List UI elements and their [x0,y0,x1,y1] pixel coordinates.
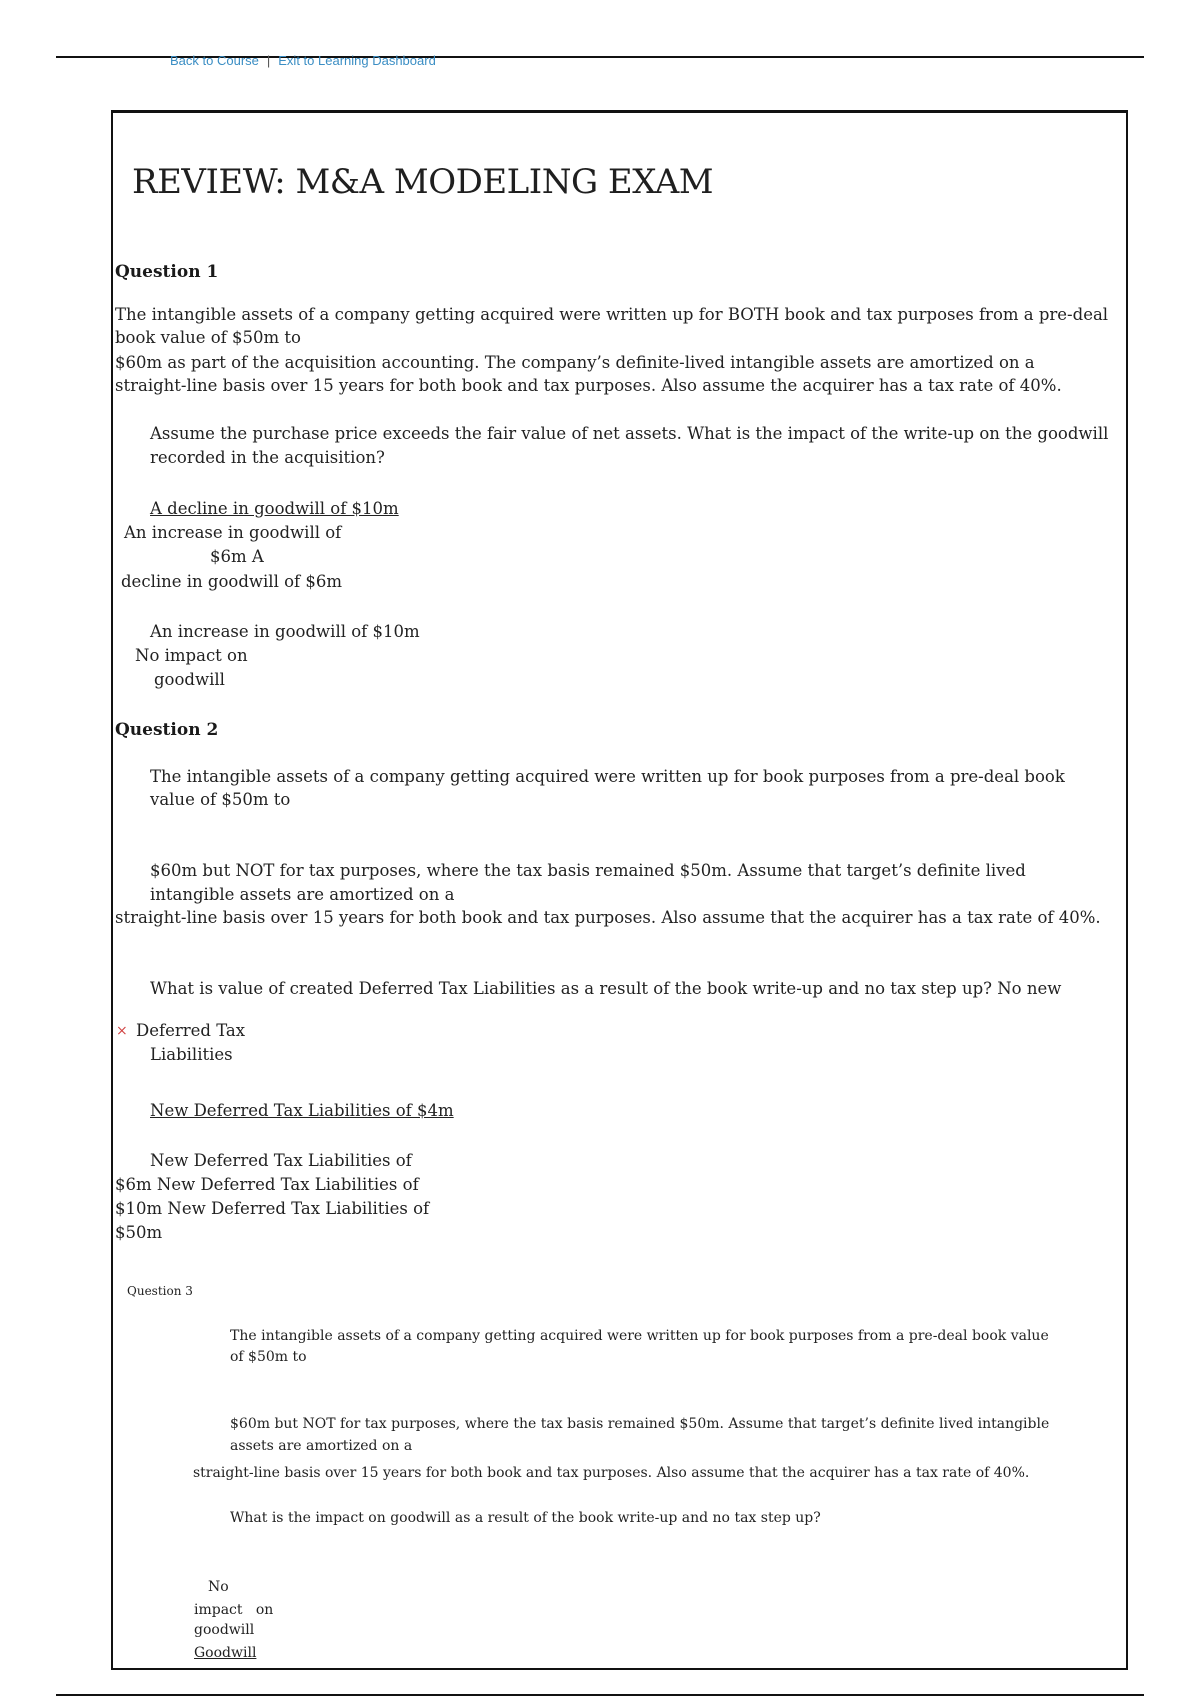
q2-option-dtl-line-3[interactable]: $10m New Deferred Tax Liabilities of [115,1199,430,1218]
q3-option-no-impact-line-2[interactable]: impact on [194,1602,274,1618]
q2-option-dtl-line-4[interactable]: $50m [115,1223,163,1242]
incorrect-mark-icon: × [116,1023,128,1039]
q3-stem-line-2: of $50m to [230,1349,307,1365]
q1-ask-line-1: Assume the purchase price exceeds the fair value of net assets. What is the impact of the write-up on the goodwill [150,424,1109,443]
question-1-heading: Question 1 [115,262,219,282]
q3-stem-line-3: $60m but NOT for tax purposes, where the tax basis remained $50m. Assume that target’s definite lived intangible [230,1416,1050,1432]
q3-stem-line-5: straight-line basis over 15 years for both book and tax purposes. Also assume that the acquirer has a tax rate of 40%. [193,1465,1030,1481]
q1-stem-line-2: book value of $50m to [115,328,301,347]
q2-ask: What is value of created Deferred Tax Liabilities as a result of the book write-up and no tax step up? No new [150,979,1062,998]
q2-stem-line-4: intangible assets are amortized on a [150,885,455,904]
q1-option-increase-10m[interactable]: An increase in goodwill of $10m [150,622,420,641]
q2-option-no-dtl-line-1[interactable]: Deferred Tax [136,1021,246,1040]
q2-stem-line-3: $60m but NOT for tax purposes, where the tax basis remained $50m. Assume that target’s definite lived [150,861,1026,880]
q3-stem-line-4: assets are amortized on a [230,1438,413,1454]
exit-dashboard-link[interactable]: Exit to Learning Dashboard [278,53,436,68]
q1-option-no-impact-line-1[interactable]: No impact on [135,646,248,665]
q3-option-no-impact-line-3[interactable]: goodwill [194,1622,255,1638]
page-title: REVIEW: M&A MODELING EXAM [132,162,714,202]
question-2-heading: Question 2 [115,720,219,740]
q1-option-decline-6m[interactable]: decline in goodwill of $6m [121,572,343,591]
q1-stem-line-1: The intangible assets of a company getting acquired were written up for BOTH book and tax purposes from a pre-deal [115,305,1109,324]
bottom-rule [56,1694,1144,1696]
q1-option-increase-6m-line-2[interactable]: $6m A [210,547,264,566]
q2-option-dtl-line-1[interactable]: New Deferred Tax Liabilities of [150,1151,412,1170]
nav-separator: | [266,53,271,68]
q3-option-goodwill[interactable]: Goodwill [194,1645,257,1661]
q3-ask: What is the impact on goodwill as a result of the book write-up and no tax step up? [230,1510,821,1526]
q1-option-decline-10m[interactable]: A decline in goodwill of $10m [150,499,399,518]
back-to-course-link[interactable]: Back to Course [170,53,259,68]
course-nav [170,53,436,68]
q2-stem-line-5: straight-line basis over 15 years for both book and tax purposes. Also assume that the acquirer has a tax rate of 40%. [115,908,1101,927]
q2-option-no-dtl-line-2[interactable]: Liabilities [150,1045,233,1064]
q2-stem-line-2: value of $50m to [150,790,291,809]
q2-option-dtl-line-2[interactable]: $6m New Deferred Tax Liabilities of [115,1175,419,1194]
q1-option-no-impact-line-2[interactable]: goodwill [154,670,225,689]
q1-ask-line-2: recorded in the acquisition? [150,448,385,467]
q3-option-no-impact-line-1[interactable]: No [208,1579,229,1595]
q1-option-increase-6m-line-1[interactable]: An increase in goodwill of [124,523,342,542]
question-3-heading: Question 3 [127,1284,193,1298]
q1-stem-line-3: $60m as part of the acquisition accounting. The company’s definite-lived intangible assets are amortized on a [115,353,1035,372]
q3-stem-line-1: The intangible assets of a company getting acquired were written up for book purposes from a pre-deal book value [230,1328,1049,1344]
q1-stem-line-4: straight-line basis over 15 years for both book and tax purposes. Also assume the acquirer has a tax rate of 40%. [115,376,1062,395]
q2-option-dtl-4m[interactable]: New Deferred Tax Liabilities of $4m [150,1101,454,1120]
q2-stem-line-1: The intangible assets of a company getting acquired were written up for book purposes from a pre-deal book [150,767,1065,786]
